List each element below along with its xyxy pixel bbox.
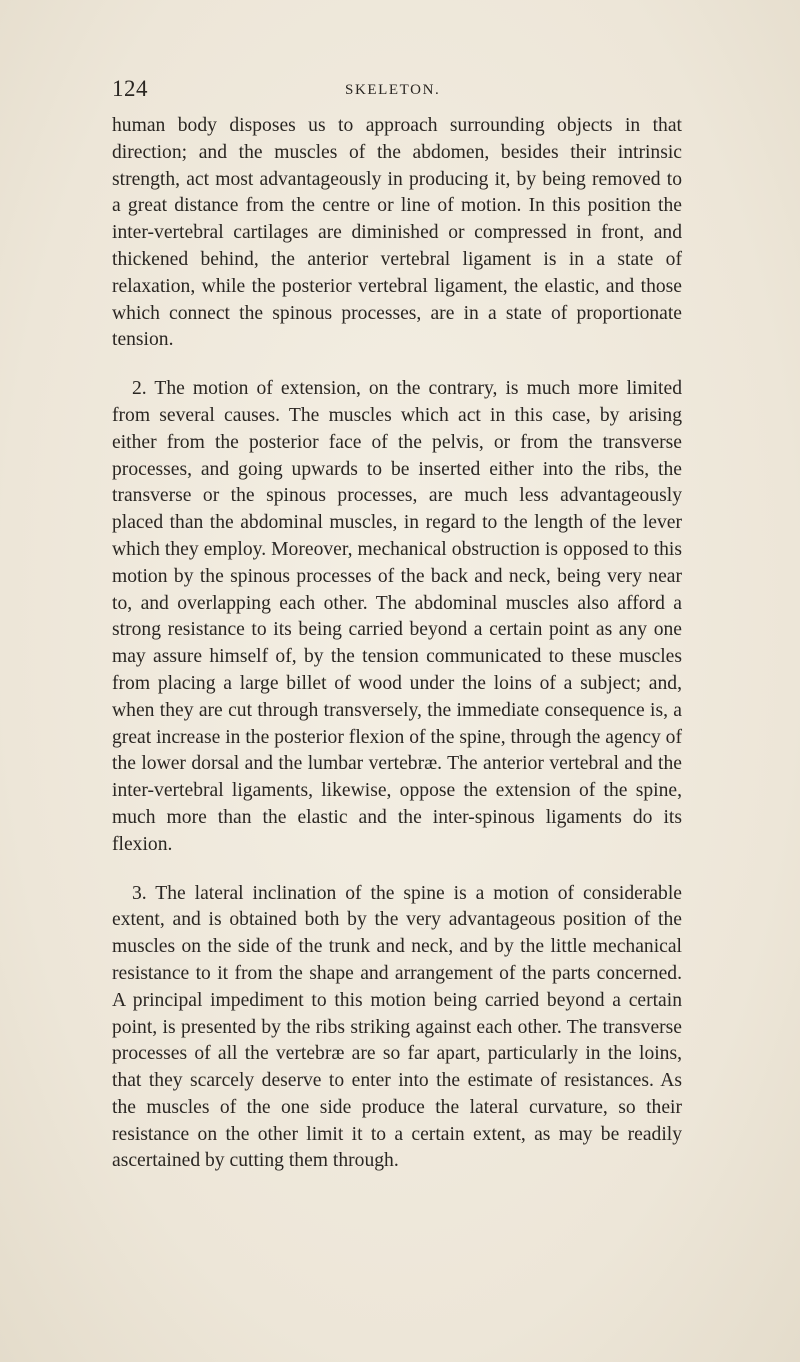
running-head: SKELETON. — [345, 82, 441, 98]
paragraph-lateral-inclination: 3. The lateral inclination of the spine is a motion of considerable extent, and is obtained both by the very advantageous position of the muscles on the side of the trunk and neck, and by the little mechanical resistance to it from the shape and arrangement of the parts concerned. A principal impediment to this motion being carried beyond a certain point, is presented by the ribs striking against each other. The transverse processes of all the vertebræ are so far apart, particularly in the loins, that they scarcely deserve to enter into the estimate of resistances. As the muscles of the one side produce the lateral curvature, so their resistance on the other limit it to a certain extent, as may be readily ascertained by cutting them through. — [112, 882, 682, 1172]
paragraph-extension: 2. The motion of extension, on the contrary, is much more limited from several causes. The muscles which act in this case, by arising either from the posterior face of the pelvis, or from the transverse processes, and going upwards to be inserted either into the ribs, the transverse or the spinous processes, are much less advantageously placed than the abdominal muscles, in regard to the length of the lever which they employ. Moreover, mechanical obstruction is opposed to this motion by the spinous processes of the back and neck, being very near to, and overlapping each other. The abdominal muscles also afford a strong resistance to its being carried beyond a certain point as any one may assure himself of, by the tension communicated to these muscles from placing a large billet of wood under the loins of a subject; and, when they are cut through transversely, the immediate consequence is, a great increase in the posterior flexion of the spine, through the agency of the lower dorsal and the lumbar vertebræ. The anterior vertebral and the inter-vertebral ligaments, likewise, oppose the extension of the spine, much more than the elastic and the inter-spinous ligaments do its flexion. — [112, 378, 682, 855]
body-text — [112, 113, 682, 1175]
page-number: 124 — [112, 76, 148, 101]
paragraph-continuation: human body disposes us to approach surrounding objects in that direction; and the muscles of the abdomen, besides their intrinsic strength, act most advantageously in producing it, by being removed to a great distance from the centre or line of motion. In this position the inter-vertebral cartilages are diminished or compressed in front, and thickened behind, the anterior vertebral ligament is in a state of relaxation, while the posterior vertebral ligament, the elastic, and those which connect the spinous processes, are in a state of proportionate tension. — [112, 115, 682, 351]
page-header — [112, 76, 680, 106]
